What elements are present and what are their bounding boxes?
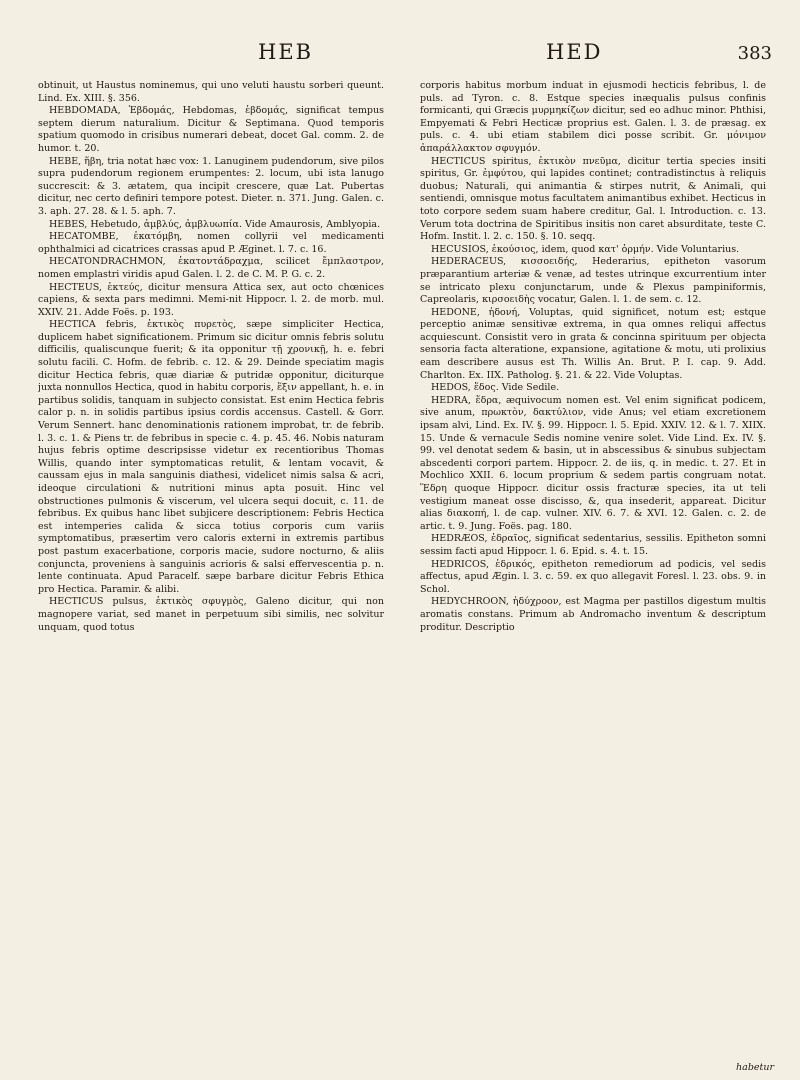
entry-hedraeos: HEDRÆOS, ἑδραῖος, significat sedentarius, sessilis. Epitheton somni sessim facti apud Hippocr. l. 6. Epid. s. 4. t. 15. <box>420 533 766 557</box>
entry-hedricos: HEDRICOS, ἑδρικός, epitheton remediorum ad podicis, vel sedis affectus, apud Ægin. l. 3. c. 59. ex quo allegavit Foresl. l. 23. obs. 9. in Schol. <box>420 558 766 595</box>
entry-hecatondrachmon: HECATONDRACHMON, ἑκατοντάδραχμα, scilicet ἔμπλαστρον, nomen emplastri viridis apud Galen. l. 2. de C. M. P. G. c. 2. <box>38 256 384 280</box>
running-head-left: HEB <box>258 40 314 64</box>
running-head <box>36 40 772 70</box>
entry-haustus-continued: obtinuit, ut Haustus nominemus, qui uno veluti haustu sorberi queunt. Lind. Ex. XIII. §. 356. <box>38 80 384 104</box>
entry-hebes: HEBES, Hebetudo, ἀμβλύς, ἀμβλυωπία. Vide Amaurosis, Amblyopia. <box>49 218 381 230</box>
entry-hebdomada: HEBDOMADA, Ἑβδομάς, Hebdomas, ἑβδομάς, significat tempus septem dierum naturalium. Dicitur & Septimana. Quod temporis spatium quomodo in crisibus numerari debeat, docet Gal. comm. 2. de humor. t. 20. <box>38 105 384 154</box>
entry-hedychroon: HEDYCHROON, ἡδύχροον, est Magma per pastillos digestum multis aromatis constans. Primum ab Andromacho inventum & descriptum proditur. Descriptio <box>420 596 766 633</box>
entry-hecticus-pulsus: HECTICUS pulsus, ἑκτικὸς σφυγμὸς, Galeno dicitur, qui non magnopere variat, sed manet in perpetuum sibi similis, nec solvitur unquam, quod totus <box>38 596 384 633</box>
entry-hecticus-pulsus-continued: corporis habitus morbum induat in ejusmodi hecticis febribus, l. de puls. ad Tyron. c. 8. Estque species inæqualis pulsus confinis formicanti, qui Græcis μυρμηκίζων dicitur, sed eo adhuc minor. Phthisi, Empyemati & Febri Hecticæ proprius est. Galen. l. 3. de præsag. ex puls. c. 4. ubi etiam stabilem dici posse scribit. Gr. μόνιμον ἀπαράλλακτον σφυγμόν. <box>420 80 766 154</box>
entry-hecusios: HECUSIOS, ἑκούσιος, idem, quod κατ' ὁρμήν. Vide Voluntarius. <box>431 243 740 255</box>
entry-hebe: HEBE, ἥβη, tria notat hæc vox: 1. Lanuginem pudendorum, sive pilos supra pudendorum regionem erumpentes: 2. locum, ubi ista lanugo succrescit: & 3. ætatem, qua incipit crescere, quæ Lat. Pubertas dicitur, nec certo definiri tempore potest. Dieter. n. 371. Jung. Galen. c. 3. aph. 27. 28. & l. 5. aph. 7. <box>38 155 384 217</box>
page-number: 383 <box>737 43 772 64</box>
catchword: habetur <box>736 1062 774 1073</box>
entry-hedos: HEDOS, ἕδος. Vide Sedile. <box>431 382 560 394</box>
right-column <box>420 80 766 1065</box>
entry-hectica-febris: HECTICA febris, ἑκτικὸς πυρετὸς, sæpe simpliciter Hectica, duplicem habet significationem. Primum sic dicitur omnis febris solutu difficilis, qualiscunque fuerit; & ita opponitur τῇ χρονικῇ, h. e. febri solutu facili. C. Hofm. de febrib. c. 12. & 29. Deinde speciatim magis dicitur Hectica febris, quæ diariæ & putridæ opponitur, diciturque juxta nonnullos Hectica, quod in habitu corporis, ἕξιν appellant, h. e. in partibus solidis, tanquam in subjecto consistat. Est enim Hectica febris calor p. n. in solidis partibus ipsius cordis accensus. Castell. & Gorr. Verum Sennert. hanc denominationis rationem improbat, tr. de febrib. l. 3. c. 1. & Piens tr. de febribus in specie c. 4. p. 45. 46. Nobis naturam hujus febris optime descripsisse videtur ex recentioribus Thomas Willis, quando inter symptomaticas retulit, & lentam vocavit, & caussam ejus in mala sanguinis diathesi, videlicet nimis salsa & acri, ideoque circulationi & nutritioni minus apta posuit. Hinc vel obstructiones pulmonis & viscerum, vel ulcera sequi docuit, c. 11. de febribus. Ex quibus hanc libet subjicere descriptionem: Febris Hectica est intemperies calida & sicca totius corporis cum variis symptomatibus, præsertim vero caloris externi in extremis partibus post pastum exacerbatione, corporis macie, sudore nocturno, & aliis conjuncta, proveniens à sanguinis acrioris & salsi effervescentia p. n. lente continuata. Apud Paracelf. sæpe barbare dicitur Febris Ethica pro Hectica. Paramir. & alibi. <box>38 319 384 595</box>
entry-hedra: HEDRA, ἕδρα, æquivocum nomen est. Vel enim significat podicem, sive anum, πρωκτὸν, δακτύλιον, vide Anus; vel etiam excretionem ipsam alvi, Lind. Ex. IV. §. 99. Hippocr. l. 5. Epid. XXIV. 12. & l. 7. XIIX. 15. Unde & vernacule Sedis nomine venire solet. Vide Lind. Ex. IV. §. 99. vel denotat sedem & basin, ut in abscessibus & sinubus subjectam abscedenti corpori partem. Hippocr. 2. de iis, q. in medic. t. 27. Et in Mochlico XXII. 6. locum proprium & sedem partis congruam notat. Ἕδρη quoque Hippocr. dicitur ossis fracturæ species, ita ut teli vestigium maneat osse discisso, &, qua insederit, appareat. Dicitur alias διακοπή, l. de cap. vulner. XIV. 6. 7. & XVI. 12. Galen. c. 2. de artic. t. 9. Jung. Foës. pag. 180. <box>420 394 766 532</box>
entry-hecticus-spiritus: HECTICUS spiritus, ἑκτικὸν πνεῦμα, dicitur tertia species insiti spiritus, Gr. ἐμφύτου, qui lapides continet; contradistinctus à reliquis duobus; Naturali, qui animantia & stirpes nutrit, & Animali, qui sentiendi, omnisque motus facultatem animantibus exhibet. Hecticus in toto corpore sedem suam habere creditur, Gal. l. Introduction. c. 13. Verum tota doctrina de Spiritibus insitis non caret absurditate, teste C. Hofm. Instit. l. 2. c. 150. §. 10. seqq. <box>420 155 766 243</box>
running-head-center: HED <box>546 40 603 64</box>
entry-hecatombe: HECATOMBE, ἑκατόμβη, nomen collyrii vel medicamenti ophthalmici ad cicatrices crassas apud P. Æginet. l. 7. c. 16. <box>38 231 384 255</box>
left-column <box>38 80 384 1065</box>
entry-hecteus: HECTEUS, ἑκτεύς, dicitur mensura Attica sex, aut octo chœnices capiens, & sexta pars medimni. Memi-nit Hippocr. l. 2. de morb. mul. XXIV. 21. Adde Foës. p. 193. <box>38 281 384 318</box>
entry-hederaceus: HEDERACEUS, κισσοειδής, Hederarius, epitheton vasorum præparantium arteriæ & venæ, ad testes utrinque excurrentium inter se intricato plexu conjunctarum, unde & Plexus pampiniformis, Capreolaris, κιρσοειδὴς vocatur, Galen. l. 1. de sem. c. 12. <box>420 256 766 306</box>
entry-hedone: HEDONE, ἡδονή, Voluptas, quid significet, notum est; estque perceptio animæ sensitivæ extrema, in qua omnes reliqui affectus acquiescunt. Consistit vero in grata & concinna spirituum per objecta sensoria facta alteratione, expansione, agitatione & motu, uti prolixius eam describere ausus est Th. Willis An. Brut. P. I. cap. 9. Add. Charlton. Ex. IIX. Patholog. §. 21. & 22. Vide Voluptas. <box>420 306 766 381</box>
